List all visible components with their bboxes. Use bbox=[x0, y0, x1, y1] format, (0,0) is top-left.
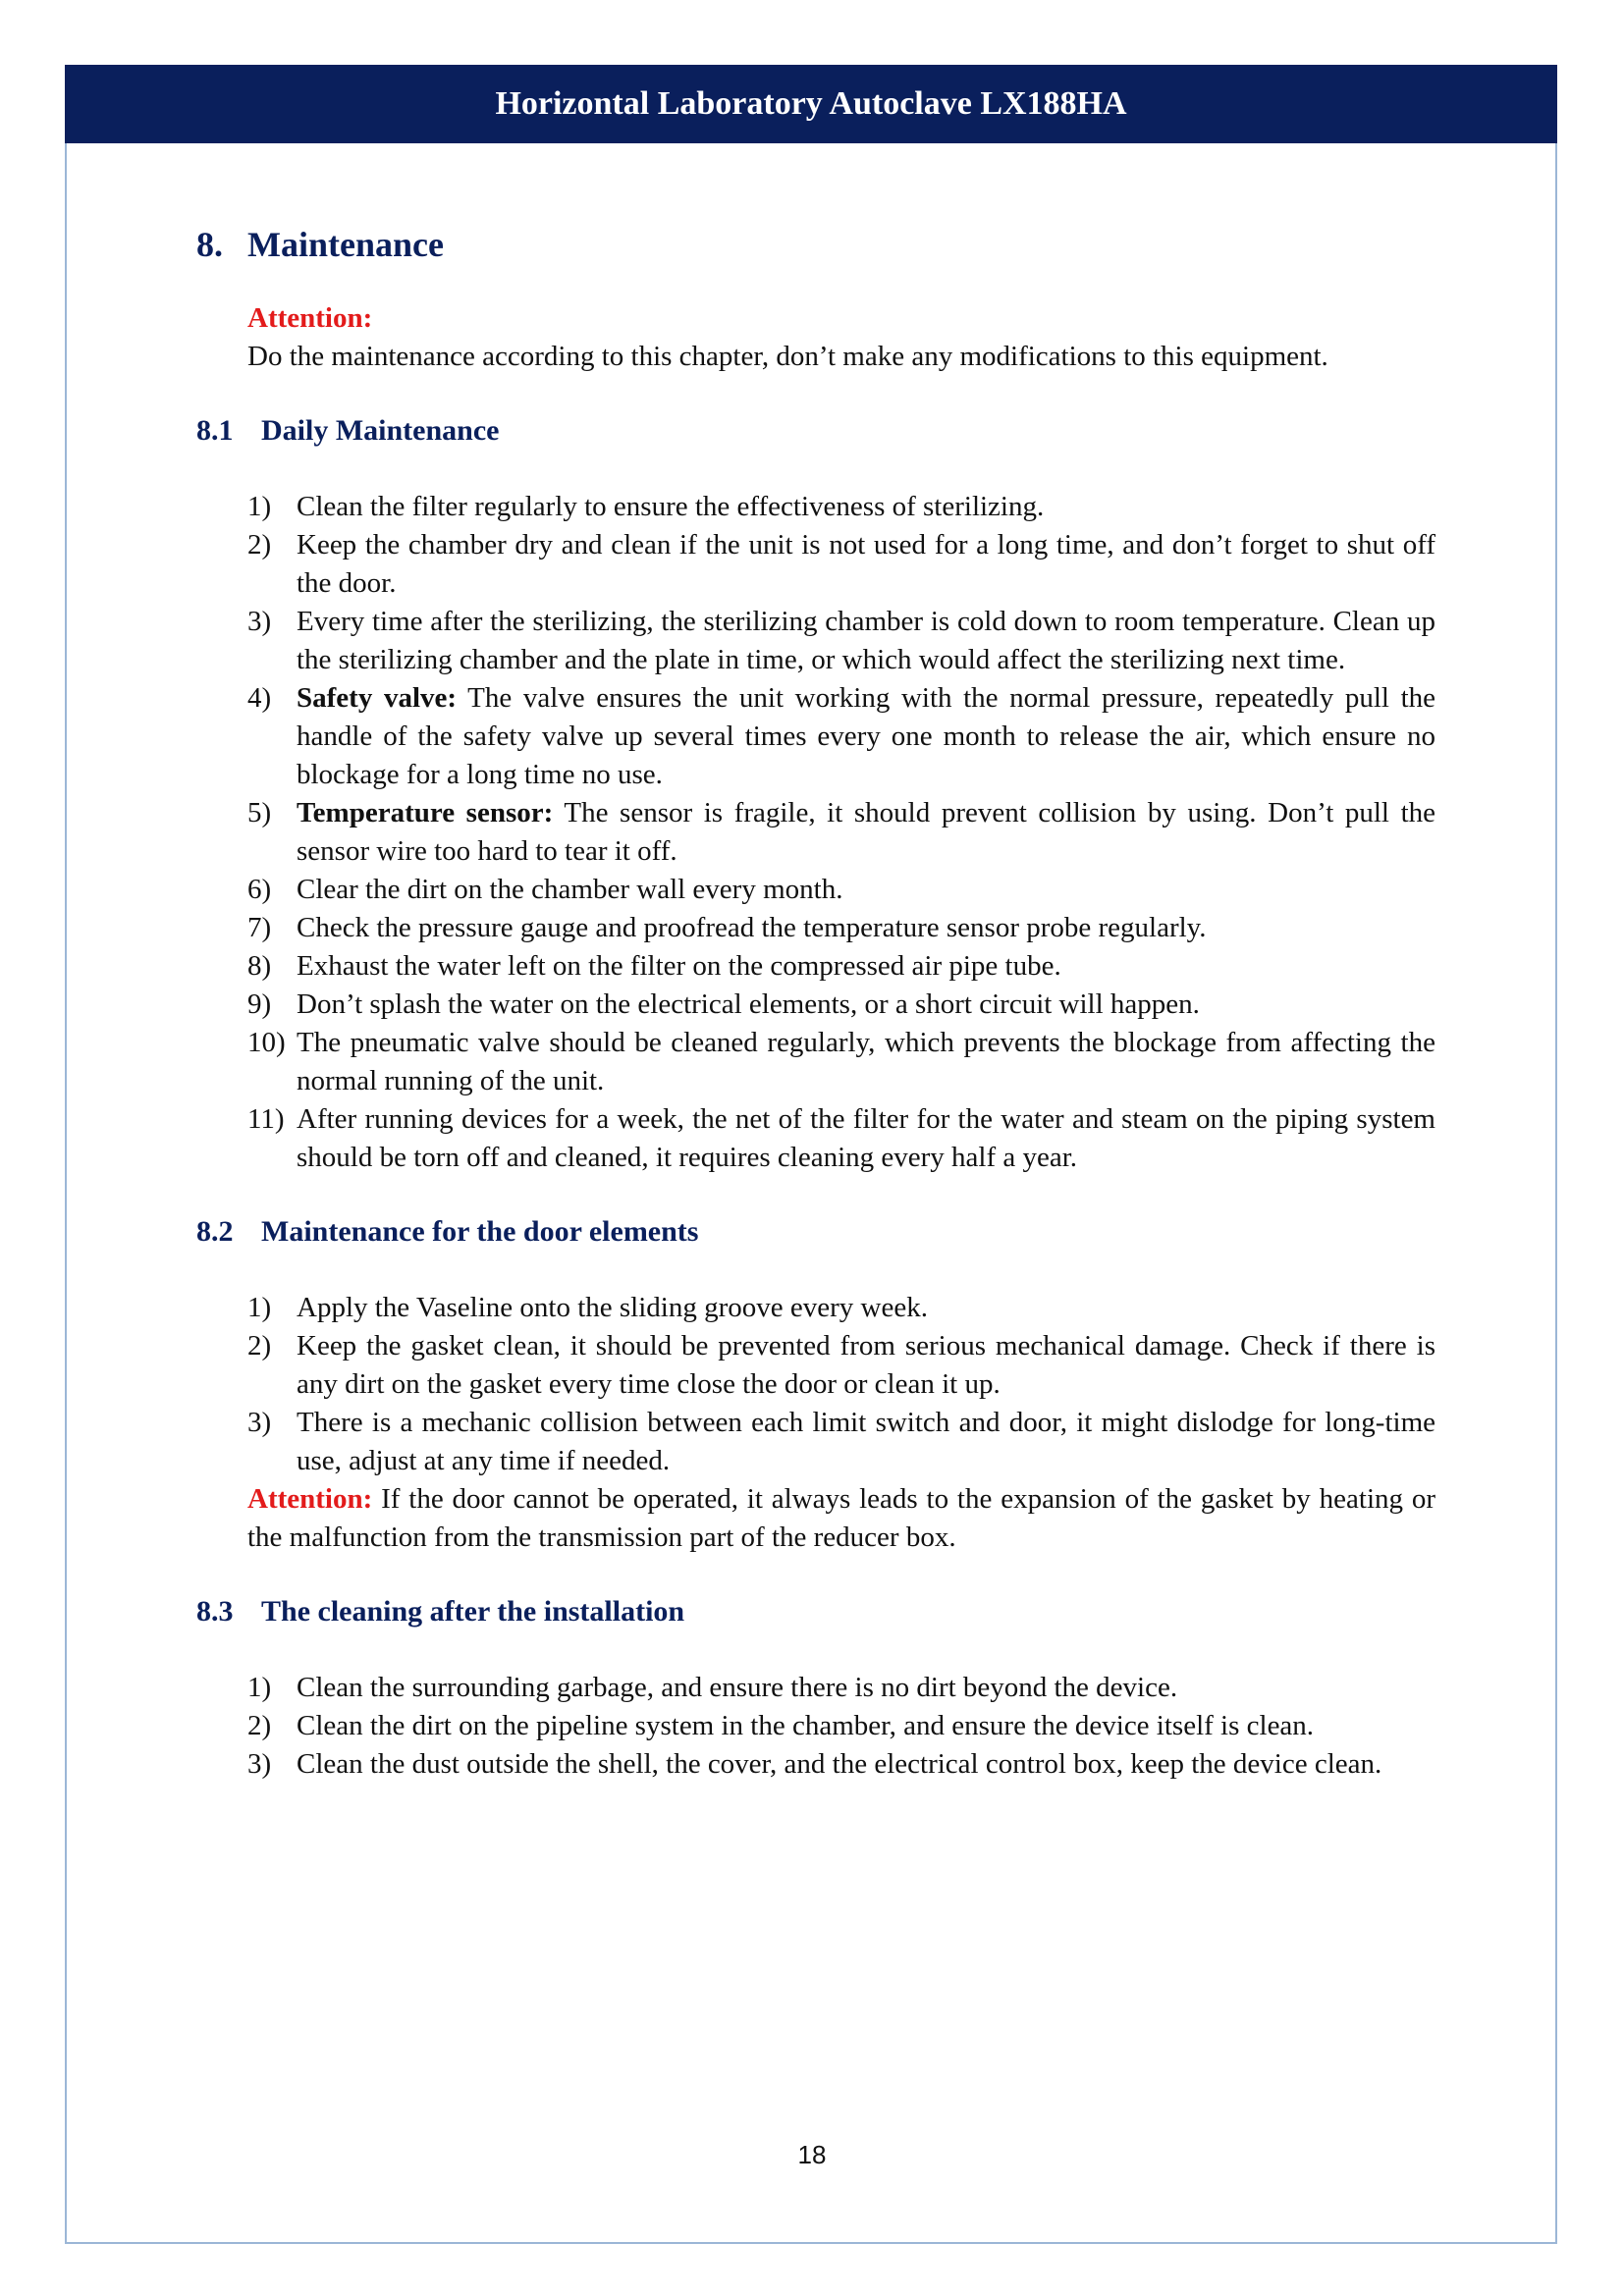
subsection-title: Daily Maintenance bbox=[261, 414, 500, 447]
item-number: 11) bbox=[247, 1103, 285, 1135]
item-number: 3) bbox=[247, 1407, 272, 1438]
item-text: Clear the dirt on the chamber wall every month. bbox=[297, 874, 843, 905]
list-item bbox=[196, 679, 1435, 794]
attention-block bbox=[247, 299, 1435, 376]
daily-maintenance-list bbox=[196, 488, 1435, 1177]
subsection-heading-8-3 bbox=[196, 1592, 1435, 1630]
cleaning-list bbox=[196, 1669, 1435, 1784]
subsection-title: Maintenance for the door elements bbox=[261, 1215, 699, 1248]
item-text: Every time after the sterilizing, the sterilizing chamber is cold down to room temperature. Clean up the sterilizing chamber and the plate in time, or which would affect the sterilizing next time. bbox=[297, 606, 1435, 675]
subsection-number: 8.1 bbox=[196, 414, 234, 447]
list-item bbox=[196, 1745, 1435, 1784]
list-item bbox=[196, 986, 1435, 1024]
list-item bbox=[196, 1327, 1435, 1404]
attention-label: Attention: bbox=[247, 302, 373, 334]
list-item bbox=[196, 1707, 1435, 1745]
door-maintenance-list bbox=[196, 1289, 1435, 1480]
item-number: 4) bbox=[247, 682, 272, 714]
item-number: 2) bbox=[247, 1710, 272, 1741]
list-item bbox=[196, 909, 1435, 947]
item-number: 7) bbox=[247, 912, 272, 943]
item-text: There is a mechanic collision between each limit switch and door, it might dislodge for long-time use, adjust at any time if needed. bbox=[297, 1407, 1435, 1476]
item-number: 1) bbox=[247, 1292, 272, 1323]
document-title: Horizontal Laboratory Autoclave LX188HA bbox=[495, 85, 1127, 122]
item-text: The pneumatic valve should be cleaned regularly, which prevents the blockage from affecting the normal running of the unit. bbox=[297, 1027, 1435, 1096]
page-number: 18 bbox=[797, 2140, 827, 2169]
item-number: 3) bbox=[247, 1748, 272, 1780]
subsection-heading-8-1 bbox=[196, 411, 1435, 450]
section-number: 8. bbox=[196, 225, 223, 264]
item-number: 1) bbox=[247, 491, 272, 522]
item-number: 10) bbox=[247, 1027, 286, 1058]
item-text: Keep the chamber dry and clean if the unit is not used for a long time, and don’t forget to shut off the door. bbox=[297, 529, 1435, 599]
attention-text: Do the maintenance according to this chapter, don’t make any modifications to this equipment. bbox=[247, 341, 1328, 372]
item-text: Don’t splash the water on the electrical elements, or a short circuit will happen. bbox=[297, 988, 1200, 1020]
item-bold-label: Temperature sensor: bbox=[297, 797, 554, 828]
item-number: 5) bbox=[247, 797, 272, 828]
item-text: Check the pressure gauge and proofread the temperature sensor probe regularly. bbox=[297, 912, 1207, 943]
item-number: 2) bbox=[247, 1330, 272, 1362]
item-bold-label: Safety valve: bbox=[297, 682, 458, 714]
item-text: Exhaust the water left on the filter on the compressed air pipe tube. bbox=[297, 950, 1061, 982]
item-text: Keep the gasket clean, it should be prevented from serious mechanical damage. Check if there is any dirt on the gasket every time close the door or clean it up. bbox=[297, 1330, 1435, 1400]
item-number: 3) bbox=[247, 606, 272, 637]
subsection-heading-8-2 bbox=[196, 1212, 1435, 1251]
item-text: After running devices for a week, the net of the filter for the water and steam on the piping system should be torn off and cleaned, it requires cleaning every half a year. bbox=[297, 1103, 1435, 1173]
subsection-number: 8.3 bbox=[196, 1595, 234, 1628]
section-title: Maintenance bbox=[247, 225, 444, 264]
item-text: Clean the dirt on the pipeline system in the chamber, and ensure the device itself is clean. bbox=[297, 1710, 1315, 1741]
subsection-number: 8.2 bbox=[196, 1215, 234, 1248]
list-item bbox=[196, 488, 1435, 526]
item-number: 1) bbox=[247, 1672, 272, 1703]
section-heading bbox=[196, 226, 1435, 264]
list-item bbox=[196, 1669, 1435, 1707]
list-item bbox=[196, 871, 1435, 909]
door-attention-note bbox=[247, 1480, 1435, 1557]
item-number: 9) bbox=[247, 988, 272, 1020]
list-item bbox=[196, 1024, 1435, 1100]
attention-text: If the door cannot be operated, it always leads to the expansion of the gasket by heating or the malfunction from the transmission part of the reducer box. bbox=[247, 1483, 1435, 1553]
subsection-title: The cleaning after the installation bbox=[261, 1595, 685, 1628]
item-text: Clean the surrounding garbage, and ensure there is no dirt beyond the device. bbox=[297, 1672, 1178, 1703]
item-text: Apply the Vaseline onto the sliding groove every week. bbox=[297, 1292, 928, 1323]
list-item bbox=[196, 1404, 1435, 1480]
list-item bbox=[196, 794, 1435, 871]
list-item bbox=[196, 947, 1435, 986]
list-item bbox=[196, 1100, 1435, 1177]
item-text: The sensor is fragile, it should prevent collision by using. Don’t pull the sensor wire too hard to tear it off. bbox=[297, 797, 1435, 867]
list-item bbox=[196, 603, 1435, 679]
item-text: Clean the filter regularly to ensure the effectiveness of sterilizing. bbox=[297, 491, 1045, 522]
page-content bbox=[196, 226, 1435, 1784]
item-number: 8) bbox=[247, 950, 272, 982]
list-item bbox=[196, 526, 1435, 603]
item-number: 2) bbox=[247, 529, 272, 561]
item-text: Clean the dust outside the shell, the cover, and the electrical control box, keep the device clean. bbox=[297, 1748, 1382, 1780]
item-number: 6) bbox=[247, 874, 272, 905]
header-banner bbox=[65, 65, 1557, 143]
item-text: The valve ensures the unit working with the normal pressure, repeatedly pull the handle of the safety valve up several times every one month to release the air, which ensure no blockage for a long time no use. bbox=[297, 682, 1435, 790]
attention-label: Attention: bbox=[247, 1483, 373, 1515]
list-item bbox=[196, 1289, 1435, 1327]
